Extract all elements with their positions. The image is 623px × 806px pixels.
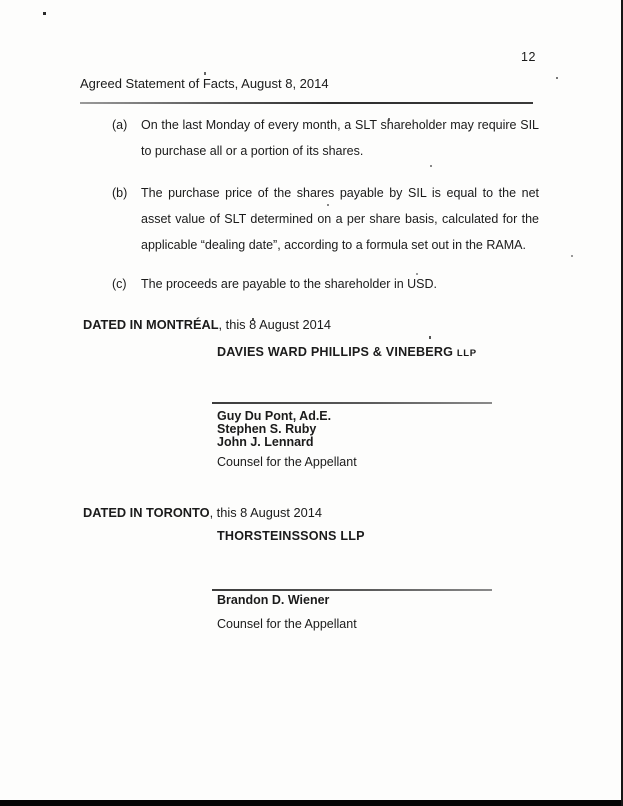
list-item-a bbox=[112, 112, 539, 164]
list-item-text: The proceeds are payable to the shareholder in USD. bbox=[141, 277, 438, 291]
list-item-label: (a) bbox=[112, 118, 128, 132]
dated-date: , this 8 August 2014 bbox=[209, 505, 322, 520]
signatory-name: Guy Du Pont, Ad.E. bbox=[217, 409, 332, 423]
list-item-text: The purchase price of the shares payable by SIL is equal to the net asset value of SLT determined on a per share basis, calculated for the applicable “dealing date”, according to a formula set out in the RAMA. bbox=[141, 186, 539, 252]
firm-name-davies bbox=[217, 345, 477, 359]
header-divider bbox=[80, 102, 533, 104]
list-item-b bbox=[112, 180, 539, 258]
page-number: 12 bbox=[521, 50, 536, 64]
firm-name-thorsteinssons: THORSTEINSSONS LLP bbox=[217, 529, 365, 543]
scan-artifact bbox=[43, 12, 46, 15]
signature-line bbox=[212, 402, 492, 404]
dated-toronto-line bbox=[83, 505, 322, 520]
scan-edge-bottom bbox=[0, 800, 623, 806]
scan-artifact bbox=[204, 72, 206, 75]
signature-line bbox=[212, 589, 492, 591]
list-item-label: (c) bbox=[112, 277, 127, 291]
signatory-name: John J. Lennard bbox=[217, 435, 314, 449]
scan-artifact bbox=[571, 255, 573, 257]
signatories-toronto bbox=[217, 594, 329, 607]
signatory-name: Brandon D. Wiener bbox=[217, 593, 330, 607]
dated-city: DATED IN TORONTO bbox=[83, 505, 210, 520]
signatory-name: Stephen S. Ruby bbox=[217, 422, 317, 436]
scan-artifact bbox=[429, 336, 431, 339]
firm-suffix: LLP bbox=[456, 348, 477, 359]
counsel-role-montreal: Counsel for the Appellant bbox=[217, 455, 357, 469]
signatories-montreal bbox=[217, 410, 331, 449]
scan-artifact bbox=[430, 165, 432, 167]
dated-montreal-line bbox=[83, 317, 331, 332]
list-item-c bbox=[112, 271, 539, 297]
list-item-label: (b) bbox=[112, 186, 128, 200]
counsel-role-toronto: Counsel for the Appellant bbox=[217, 617, 357, 631]
dated-city: DATED IN MONTRÉAL bbox=[83, 317, 219, 332]
document-header-title: Agreed Statement of Facts, August 8, 2014 bbox=[80, 76, 329, 91]
scan-artifact bbox=[556, 77, 558, 79]
list-item-text: On the last Monday of every month, a SLT shareholder may require SIL to purchase all or a portion of its shares. bbox=[141, 118, 539, 158]
dated-date: , this 8 August 2014 bbox=[218, 317, 331, 332]
firm-name-text: DAVIES WARD PHILLIPS & VINEBERG bbox=[217, 345, 454, 359]
